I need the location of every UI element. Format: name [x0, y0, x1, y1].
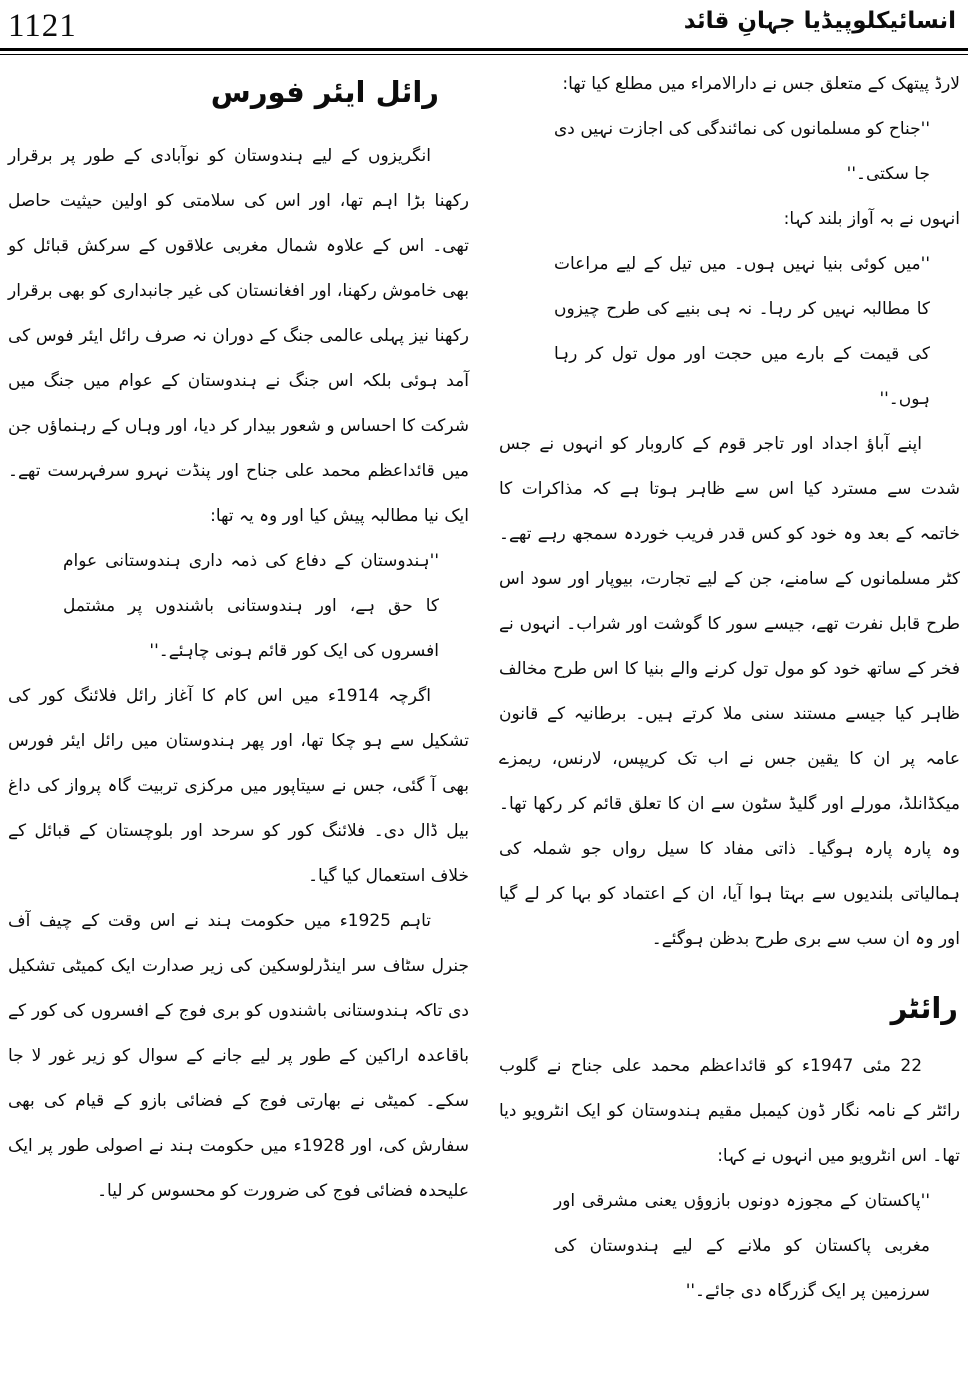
header-rule-thin — [0, 54, 968, 55]
paragraph: انہوں نے بہ آواز بلند کہا: — [783, 209, 960, 229]
paragraph: اپنے آباؤ اجداد اور تاجر قوم کے کاروبار کو انہوں نے جس شدت سے مسترد کیا اس سے ظاہر ہوتا ہے کہ مذاکرات کا خاتمہ کے بعد وہ خود کو کس قدر فریب خوردہ سمجھ رہے تھے۔ کٹر مسلمانوں کے سامنے، جن کے لیے تجارت، بیوپار اور سود اس طرح قابل نفرت تھے، جیسے سور کا گوشت اور شراب۔ انہوں نے فخر کے ساتھ خود کو مول تول کرنے والے بنیا کا اس طرح مخالف ظاہر کیا جیسے مستند سنی ملا کرتے ہیں۔ برطانیہ کے قانون عامہ پر ان کا یقین جس نے اب تک کریپس، لارنس، ریمزے میکڈانلڈ، مورلے اور گلیڈ سٹون سے ان کا تعلق قائم کر رکھا تھا۔ وہ پارہ پارہ ہوگیا۔ ذاتی مفاد کا سیل رواں جو شملہ کی ہمالیاتی بلندیوں سے بہتا ہوا آیا، ان کے اعتماد کو بہا کر لے گیا اور وہ ان سب سے بری طرح بدظن ہوگئے۔ — [499, 434, 960, 949]
quote-block: ''پاکستان کے مجوزہ دونوں بازوؤں یعنی مشرقی اور مغربی پاکستان کو ملانے کے لیے ہندوستان کی سرزمین پر ایک گزرگاہ دی جائے۔'' — [554, 1191, 930, 1302]
quote-block: ''ہندوستان کے دفاع کی ذمہ داری ہندوستانی عوام کا حق ہے، اور ہندوستانی باشندوں پر مشتمل افسروں کی ایک کور قائم ہونی چاہئے۔'' — [63, 551, 439, 662]
paragraph: 22 مئی 1947ء کو قائداعظم محمد علی جناح نے گلوب رائٹر کے نامہ نگار ڈون کیمبل مقیم ہندوستان کو ایک انٹرویو دیا تھا۔ اس انٹرویو میں انہوں نے کہا: — [499, 1056, 960, 1167]
section-heading-royal-air-force: رائل ایئر فورس — [210, 75, 439, 109]
header-rule-thick — [0, 48, 968, 51]
two-column-text-area — [8, 62, 960, 1314]
quote-block: ''میں کوئی بنیا نہیں ہوں۔ میں تیل کے لیے مراعات کا مطالبہ نہیں کر رہا۔ نہ ہی بنیے کی طرح چیزوں کی قیمت کے بارے میں حجت اور مول تول کر رہا ہوں۔'' — [554, 254, 930, 409]
paragraph: لارڈ پیتھک کے متعلق جس نے دارالامراء میں مطلع کیا تھا: — [562, 74, 960, 94]
book-title: انسائیکلوپیڈیا جہانِ قائد — [683, 8, 956, 34]
paragraph: تاہم 1925ء میں حکومت ہند نے اس وقت کے چیف آف جنرل سٹاف سر اینڈرلوسکین کی زیر صدارت ایک کمیٹی تشکیل دی تاکہ ہندوستانی باشندوں کو بری فوج کے افسروں کی کور کے باقاعدہ اراکین کے طور پر لیے جانے کے سوال کو زیر غور لا جا سکے۔ کمیٹی نے بھارتی فوج کے فضائی بازو کے قیام کی بھی سفارش کی، اور 1928ء میں حکومت ہند نے اصولی طور پر ایک علیحدہ فضائی فوج کی ضرورت کو محسوس کر لیا۔ — [8, 911, 469, 1202]
column-left — [8, 62, 469, 1314]
paragraph: اگرچہ 1914ء میں اس کام کا آغاز رائل فلائنگ کور کی تشکیل سے ہو چکا تھا، اور پھر ہندوستان میں رائل ایئر فورس بھی آ گئی، جس نے سیتاپور میں مرکزی تربیت گاہ پرواز کی داغ بیل ڈال دی۔ فلائنگ کور کو سرحد اور بلوچستان کے قبائل کے خلاف استعمال کیا گیا۔ — [8, 686, 469, 887]
column-right — [499, 62, 960, 1314]
quote-block: ''جناح کو مسلمانوں کی نمائندگی کی اجازت نہیں دی جا سکتی۔'' — [554, 119, 930, 184]
page-number: 1121 — [8, 8, 77, 44]
paragraph: انگریزوں کے لیے ہندوستان کو نوآبادی کے طور پر برقرار رکھنا بڑا اہم تھا، اور اس کی سلامتی کو اولین حیثیت حاصل تھی۔ اس کے علاوہ شمال مغربی علاقوں کے سرکش قبائل کو بھی خاموش رکھنا، اور افغانستان کی غیر جانبداری کو بھی برقرار رکھنا نیز پہلی عالمی جنگ کے دوران نہ صرف رائل ایئر فوس کی آمد ہوئی بلکہ اس جنگ نے ہندوستان کے عوام میں جنگ میں شرکت کا احساس و شعور بیدار کر دیا، اور وہاں کے رہنماؤں جن میں قائداعظم محمد علی جناح اور پنڈت نہرو سرفہرست تھے۔ ایک نیا مطالبہ پیش کیا اور وہ یہ تھا: — [8, 146, 469, 527]
section-heading-reuter: رائٹر — [890, 991, 958, 1025]
